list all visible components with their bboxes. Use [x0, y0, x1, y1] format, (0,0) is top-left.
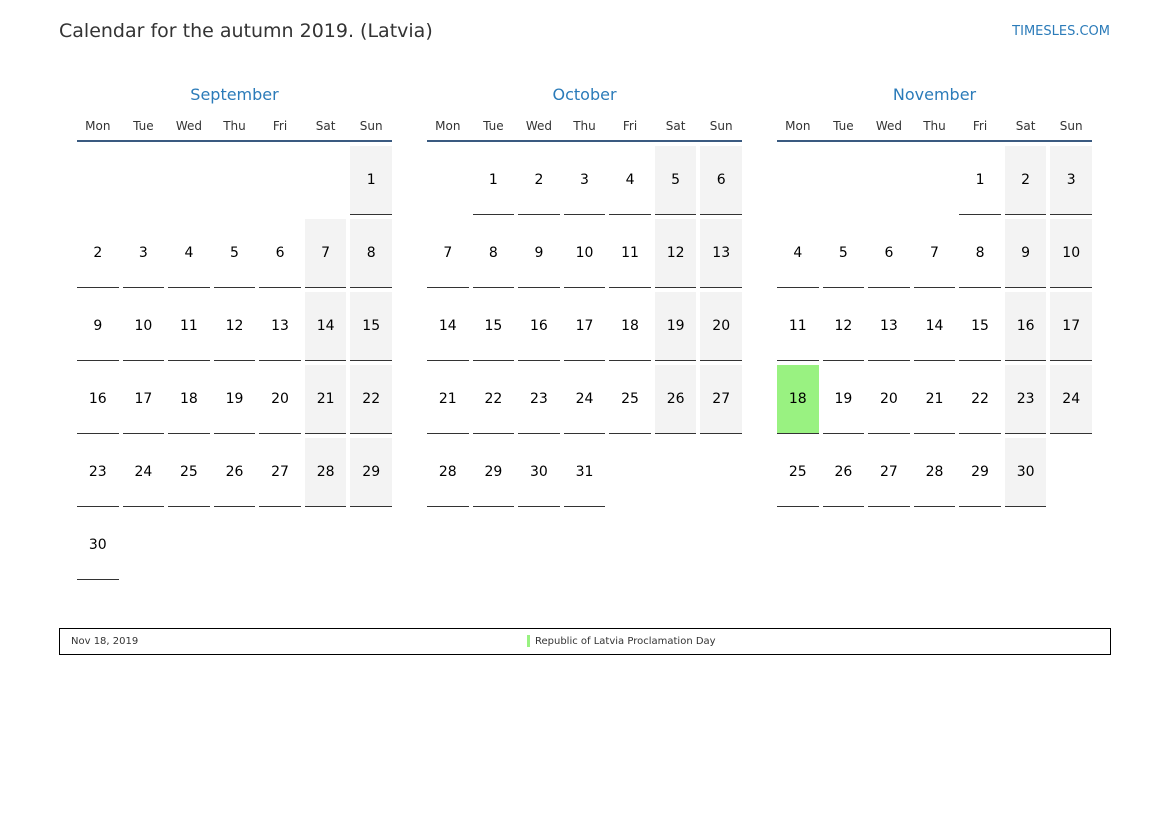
day-cell: 23	[1005, 365, 1047, 434]
day-cell: 15	[959, 292, 1001, 361]
day-cell: 21	[305, 365, 347, 434]
day-cell: 22	[473, 365, 515, 434]
day-cell: 1	[473, 146, 515, 215]
weekday-label: Sun	[359, 119, 383, 133]
day-cell: 16	[518, 292, 560, 361]
day-cell: 30	[77, 511, 119, 580]
day-cell: 4	[777, 219, 819, 288]
day-cell: 1	[959, 146, 1001, 215]
day-cell: 4	[609, 146, 651, 215]
day-cell: 8	[350, 219, 392, 288]
empty-cell	[823, 146, 865, 215]
day-cell: 14	[427, 292, 469, 361]
empty-cell	[305, 146, 347, 215]
day-grid	[77, 146, 392, 580]
weekday-label: Sat	[665, 119, 686, 133]
day-cell: 17	[1050, 292, 1092, 361]
month-october	[427, 84, 742, 507]
site-link[interactable]: TIMESLES.COM	[1012, 24, 1110, 39]
weekday-label: Sat	[1015, 119, 1036, 133]
day-cell: 26	[214, 438, 256, 507]
day-cell: 27	[868, 438, 910, 507]
day-cell: 2	[518, 146, 560, 215]
day-cell: 24	[1050, 365, 1092, 434]
weekday-header	[427, 116, 742, 142]
day-cell: 17	[123, 365, 165, 434]
day-cell: 15	[350, 292, 392, 361]
day-cell: 25	[777, 438, 819, 507]
day-cell: 5	[214, 219, 256, 288]
day-cell: 22	[350, 365, 392, 434]
weekday-header	[777, 116, 1092, 142]
day-cell: 6	[700, 146, 742, 215]
weekday-label: Thu	[923, 119, 946, 133]
day-cell: 3	[564, 146, 606, 215]
day-cell: 2	[77, 219, 119, 288]
weekday-label: Tue	[833, 119, 854, 133]
weekday-label: Wed	[175, 119, 202, 133]
day-cell: 29	[959, 438, 1001, 507]
day-cell: 23	[518, 365, 560, 434]
day-cell: 8	[959, 219, 1001, 288]
day-cell: 15	[473, 292, 515, 361]
day-cell: 21	[427, 365, 469, 434]
day-cell: 18	[168, 365, 210, 434]
day-cell: 29	[473, 438, 515, 507]
day-cell: 3	[123, 219, 165, 288]
day-cell: 24	[123, 438, 165, 507]
month-name: November	[892, 85, 977, 104]
weekday-label: Thu	[573, 119, 596, 133]
day-cell: 25	[609, 365, 651, 434]
month-name: September	[190, 85, 279, 104]
month-september	[77, 84, 392, 580]
day-cell: 14	[914, 292, 956, 361]
day-cell: 25	[168, 438, 210, 507]
day-cell: 3	[1050, 146, 1092, 215]
day-cell: 19	[214, 365, 256, 434]
day-cell: 12	[823, 292, 865, 361]
day-cell: 1	[350, 146, 392, 215]
day-cell: 12	[655, 219, 697, 288]
day-cell: 23	[77, 438, 119, 507]
day-cell: 22	[959, 365, 1001, 434]
empty-cell	[259, 146, 301, 215]
day-cell: 31	[564, 438, 606, 507]
day-cell: 2	[1005, 146, 1047, 215]
day-cell: 10	[123, 292, 165, 361]
weekday-label: Fri	[622, 119, 638, 133]
day-cell: 10	[1050, 219, 1092, 288]
day-cell: 28	[427, 438, 469, 507]
month-november	[777, 84, 1092, 507]
empty-cell	[77, 146, 119, 215]
day-cell: 5	[823, 219, 865, 288]
day-cell: 6	[868, 219, 910, 288]
weekday-label: Tue	[483, 119, 504, 133]
weekday-label: Wed	[875, 119, 902, 133]
day-cell: 11	[777, 292, 819, 361]
day-cell: 12	[214, 292, 256, 361]
day-cell: 19	[655, 292, 697, 361]
weekday-label: Fri	[972, 119, 988, 133]
day-cell: 9	[518, 219, 560, 288]
day-grid	[427, 146, 742, 507]
weekday-label: Sun	[709, 119, 733, 133]
day-cell: 7	[914, 219, 956, 288]
day-cell: 30	[518, 438, 560, 507]
empty-cell	[214, 146, 256, 215]
empty-cell	[914, 146, 956, 215]
weekday-label: Mon	[85, 119, 111, 133]
weekday-label: Thu	[223, 119, 246, 133]
page-title: Calendar for the autumn 2019. (Latvia)	[59, 20, 433, 42]
day-cell: 30	[1005, 438, 1047, 507]
day-grid	[777, 146, 1092, 507]
day-cell: 14	[305, 292, 347, 361]
day-cell: 27	[700, 365, 742, 434]
holiday-day-cell: 18	[777, 365, 819, 434]
day-cell: 10	[564, 219, 606, 288]
day-cell: 7	[427, 219, 469, 288]
day-cell: 19	[823, 365, 865, 434]
weekday-label: Sat	[315, 119, 336, 133]
holiday-legend	[59, 628, 1111, 655]
day-cell: 20	[868, 365, 910, 434]
day-cell: 5	[655, 146, 697, 215]
day-cell: 26	[655, 365, 697, 434]
day-cell: 16	[77, 365, 119, 434]
weekday-header	[77, 116, 392, 142]
day-cell: 4	[168, 219, 210, 288]
day-cell: 28	[914, 438, 956, 507]
day-cell: 16	[1005, 292, 1047, 361]
day-cell: 11	[609, 219, 651, 288]
day-cell: 28	[305, 438, 347, 507]
weekday-label: Tue	[133, 119, 154, 133]
weekday-label: Wed	[525, 119, 552, 133]
empty-cell	[168, 146, 210, 215]
day-cell: 24	[564, 365, 606, 434]
weekday-label: Sun	[1059, 119, 1083, 133]
day-cell: 9	[77, 292, 119, 361]
day-cell: 18	[609, 292, 651, 361]
legend-color-marker	[527, 635, 530, 647]
day-cell: 11	[168, 292, 210, 361]
legend-holiday-name: Republic of Latvia Proclamation Day	[535, 636, 716, 647]
day-cell: 13	[700, 219, 742, 288]
weekday-label: Fri	[272, 119, 288, 133]
day-cell: 21	[914, 365, 956, 434]
empty-cell	[868, 146, 910, 215]
day-cell: 6	[259, 219, 301, 288]
day-cell: 13	[868, 292, 910, 361]
day-cell: 17	[564, 292, 606, 361]
month-name: October	[552, 85, 617, 104]
day-cell: 13	[259, 292, 301, 361]
day-cell: 26	[823, 438, 865, 507]
day-cell: 8	[473, 219, 515, 288]
day-cell: 29	[350, 438, 392, 507]
day-cell: 7	[305, 219, 347, 288]
empty-cell	[123, 146, 165, 215]
day-cell: 20	[700, 292, 742, 361]
day-cell: 20	[259, 365, 301, 434]
empty-cell	[427, 146, 469, 215]
day-cell: 9	[1005, 219, 1047, 288]
legend-date: Nov 18, 2019	[71, 636, 139, 647]
weekday-label: Mon	[785, 119, 811, 133]
empty-cell	[777, 146, 819, 215]
day-cell: 27	[259, 438, 301, 507]
weekday-label: Mon	[435, 119, 461, 133]
